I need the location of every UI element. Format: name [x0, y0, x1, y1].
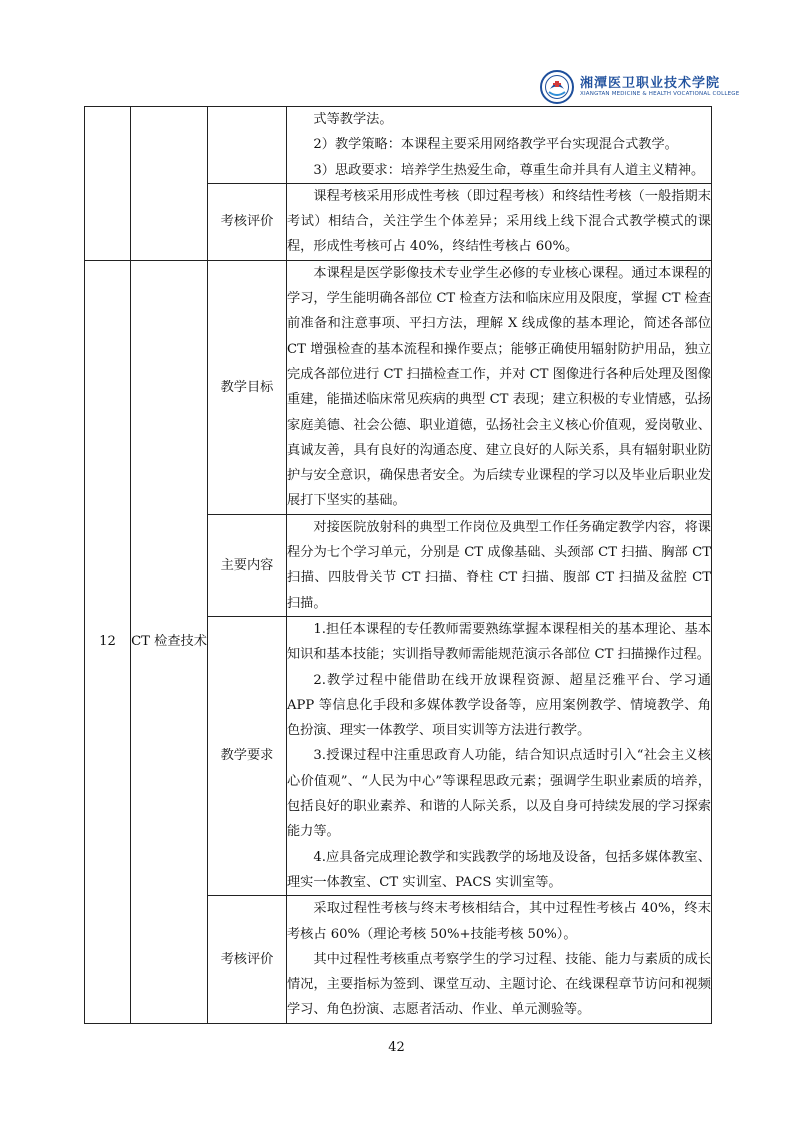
college-name-cn: 湘潭医卫职业技术学院: [580, 76, 721, 91]
content-paragraph: 3.授课过程中注重思政育人功能，结合知识点适时引入“社会主义核心价值观”、“人民为中心”等课程思政元素；强调学生职业素质的培养，包括良好的职业素养、和谐的人际关系，以及自身可持续发展的学习探索能力等。: [287, 748, 711, 840]
prev-course-name-cell: [131, 107, 208, 261]
teaching-requirements-content: [287, 616, 712, 895]
content-paragraph: 1.担任本课程的专任教师需要熟练掌握本课程相关的基本理论、基本知识和基本技能；实训指导教师需能规范演示各部位 CT 扫描操作过程。: [287, 621, 711, 663]
prev-course-number-cell: [85, 107, 131, 261]
prev-course-continued-content: [287, 107, 712, 184]
page-number: 42: [388, 1040, 405, 1055]
content-paragraph: 本课程是医学影像技术专业学生必修的专业核心课程。通过本课程的学习，学生能明确各部位 CT 检查方法和临床应用及限度，掌握 CT 检查前准备和注意事项、平扫方法，理解 X 线成像的基本理论，简述各部位 CT 增强检查的基本流程和操作要点；能够正确使用辐射防护用品，独立完成各部位进行 CT 扫描检查工作，并对 CT 图像进行各种后处理及图像重建，能描述临床常见疾病的典型 CT 表现；建立积极的专业情感，弘扬家庭美德、社会公德、职业道德，弘扬社会主义核心价值观，爱岗敬业、真诚友善，具有良好的沟通态度、建立良好的人际关系，具有辐射职业防护与安全意识，确保患者安全。为后续专业课程的学习以及毕业后职业发展打下坚实的基础。: [287, 265, 711, 509]
row-label: 教学要求: [208, 616, 287, 895]
content-paragraph: 式等教学法。: [313, 112, 393, 127]
prev-course-eval-content: [287, 183, 712, 260]
content-paragraph: 采取过程性考核与终末考核相结合，其中过程性考核占 40%，终末考核占 60%（理论考核 50%+技能考核 50%）。: [287, 901, 711, 942]
content-paragraph: 课程考核采用形成性考核（即过程考核）和终结性考核（一般指期末考试）相结合，关注学生个体差异；采用线上线下混合式教学模式的课程，形成性考核可占 40%，终结性考核占 60%。: [287, 188, 711, 255]
content-paragraph: 2.教学过程中能借助在线开放课程资源、超星泛雅平台、学习通 APP 等信息化手段和多媒体教学设备等，应用案例教学、情境教学、角色扮演、理实一体教学、项目实训等方法进行教学。: [287, 672, 711, 739]
course-number: 12: [85, 260, 131, 1023]
row-label: 考核评价: [208, 183, 287, 260]
prev-course-label-cell: [208, 107, 287, 184]
table-row: [85, 260, 712, 514]
assessment-content: [287, 896, 712, 1023]
course-name: CT 检查技术: [131, 260, 208, 1023]
teaching-objectives-content: [287, 260, 712, 514]
college-emblem-icon: [540, 70, 574, 104]
content-paragraph: 2）教学策略：本课程主要采用网络教学平台实现混合式教学。: [313, 137, 678, 153]
content-paragraph: 对接医院放射科的典型工作岗位及典型工作任务确定教学内容，将课程分为七个学习单元，分别是 CT 成像基础、头颈部 CT 扫描、胸部 CT 扫描、四肢骨关节 CT 扫描、脊柱 CT 扫描、腹部 CT 扫描及盆腔 CT 扫描。: [287, 519, 711, 611]
curriculum-table: [84, 106, 712, 1024]
main-content-content: [287, 514, 712, 616]
row-label: 考核评价: [208, 896, 287, 1023]
college-name-en: XIANGTAN MEDICINE & HEALTH VOCATIONAL COLLEGE: [580, 91, 740, 97]
row-label: 教学目标: [208, 260, 287, 514]
content-paragraph: 4.应具备完成理论教学和实践教学的场地及设备，包括多媒体教室、理实一体教室、CT 实训室、PACS 实训室等。: [287, 849, 711, 890]
content-paragraph: 3）思政要求：培养学生热爱生命，尊重生命并具有人道主义精神。: [313, 162, 705, 178]
row-label: 主要内容: [208, 514, 287, 616]
table-row: [85, 107, 712, 184]
content-paragraph: 其中过程性考核重点考察学生的学习过程、技能、能力与素质的成长情况，主要指标为签到、课堂互动、主题讨论、在线课程章节访问和视频学习、角色扮演、志愿者活动、作业、单元测验等。: [287, 951, 711, 1018]
college-logo: [540, 70, 740, 110]
